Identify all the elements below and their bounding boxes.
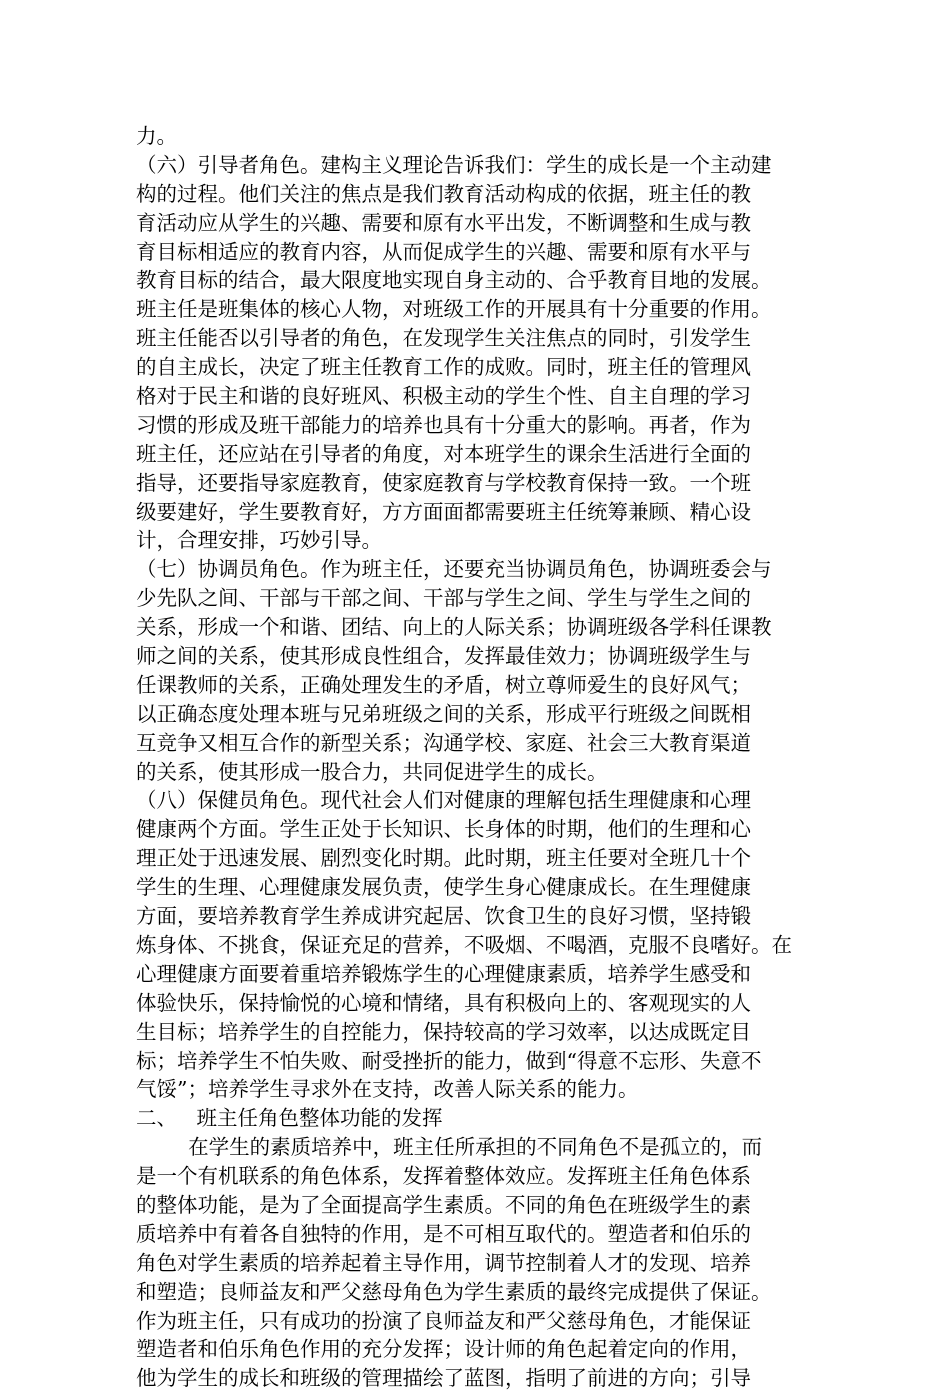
text-line: 教育目标的结合，最大限度地实现自身主动的、合乎教育目地的发展。 [136,268,772,293]
text-line: 班主任，还应站在引导者的角度，对本班学生的课余生活进行全面的 [136,441,751,466]
text-line: （八）保健员角色。现代社会人们对健康的理解包括生理健康和心理 [136,788,751,813]
text-line: 在学生的素质培养中，班主任所承担的不同角色不是孤立的，而 [136,1135,763,1160]
text-line: 理正处于迅速发展、剧烈变化时期。此时期，班主任要对全班几十个 [136,846,751,871]
text-line: （七）协调员角色。作为班主任，还要充当协调员角色，协调班委会与 [136,557,772,582]
text-line: 质培养中有着各自独特的作用，是不可相互取代的。塑造者和伯乐的 [136,1221,751,1246]
text-line: 互竞争又相互合作的新型关系；沟通学校、家庭、社会三大教育渠道 [136,730,751,755]
text-line: 格对于民主和谐的良好班风、积极主动的学生个性、自主自理的学习 [136,384,751,409]
text-line: 和塑造；良师益友和严父慈母角色为学生素质的最终完成提供了保证。 [136,1279,772,1304]
text-line: 育目标相适应的教育内容，从而促成学生的兴趣、需要和原有水平与 [136,239,751,264]
text-line: 的自主成长，决定了班主任教育工作的成败。同时，班主任的管理风 [136,355,751,380]
text-line: （六）引导者角色。建构主义理论告诉我们：学生的成长是一个主动建 [136,152,772,177]
text-line: 是一个有机联系的角色体系，发挥着整体效应。发挥班主任角色体系 [136,1164,751,1189]
text-line: 标；培养学生不怕失败、耐受挫折的能力，做到“得意不忘形、失意不 [136,1048,762,1073]
text-line: 级要建好，学生要教育好，方方面面都需要班主任统筹兼顾、精心设 [136,499,751,524]
text-line: 以正确态度处理本班与兄弟班级之间的关系，形成平行班级之间既相 [136,701,751,726]
text-line: 少先队之间、干部与干部之间、干部与学生之间、学生与学生之间的 [136,586,751,611]
text-line: 任课教师的关系，正确处理发生的矛盾，树立尊师爱生的良好风气； [136,672,751,697]
text-line: 班主任是班集体的核心人物，对班级工作的开展具有十分重要的作用。 [136,297,772,322]
text-line: 生目标；培养学生的自控能力，保持较高的学习效率，以达成既定目 [136,1019,751,1044]
text-line: 育活动应从学生的兴趣、需要和原有水平出发，不断调整和生成与教 [136,210,751,235]
text-line: 体验快乐，保持愉悦的心境和情绪，具有积极向上的、客观现实的人 [136,990,751,1015]
text-line: 塑造者和伯乐角色作用的充分发挥；设计师的角色起着定向的作用， [136,1337,751,1362]
text-line: 健康两个方面。学生正处于长知识、长身体的时期，他们的生理和心 [136,817,751,842]
text-line: 的关系，使其形成一股合力，共同促进学生的成长。 [136,759,608,784]
text-line: 方面，要培养教育学生养成讲究起居、饮食卫生的良好习惯，坚持锻 [136,904,751,929]
text-line: 角色对学生素质的培养起着主导作用，调节控制着人才的发现、培养 [136,1250,751,1275]
text-line: 的整体功能，是为了全面提高学生素质。不同的角色在班级学生的素 [136,1192,751,1217]
text-line: 指导，还要指导家庭教育，使家庭教育与学校教育保持一致。一个班 [136,470,751,495]
text-line: 班主任能否以引导者的角色，在发现学生关注焦点的同时，引发学生 [136,326,751,351]
text-line: 作为班主任，只有成功的扮演了良师益友和严父慈母角色，才能保证 [136,1308,751,1333]
text-line: 二、 班主任角色整体功能的发挥 [136,1106,443,1131]
text-line: 力。 [136,124,177,148]
text-line: 气馁”；培养学生寻求外在支持，改善人际关系的能力。 [136,1077,639,1102]
text-line: 心理健康方面要着重培养锻炼学生的心理健康素质，培养学生感受和 [136,961,751,986]
text-line: 学生的生理、心理健康发展负责，使学生身心健康成长。在生理健康 [136,875,751,900]
text-line: 师之间的关系，使其形成良性组合，发挥最佳效力；协调班级学生与 [136,644,751,669]
text-line: 他为学生的成长和班级的管理描绘了蓝图，指明了前进的方向；引导 [136,1366,751,1391]
text-line: 计，合理安排，巧妙引导。 [136,528,382,553]
text-line: 习惯的形成及班干部能力的培养也具有十分重大的影响。再者，作为 [136,412,751,437]
text-line: 关系，形成一个和谐、团结、向上的人际关系；协调班级各学科任课教 [136,615,772,640]
text-line: 炼身体、不挑食，保证充足的营养，不吸烟、不喝酒，克服不良嗜好。在 [136,932,792,957]
text-line: 构的过程。他们关注的焦点是我们教育活动构成的依据，班主任的教 [136,181,751,206]
document-page [136,122,826,1393]
